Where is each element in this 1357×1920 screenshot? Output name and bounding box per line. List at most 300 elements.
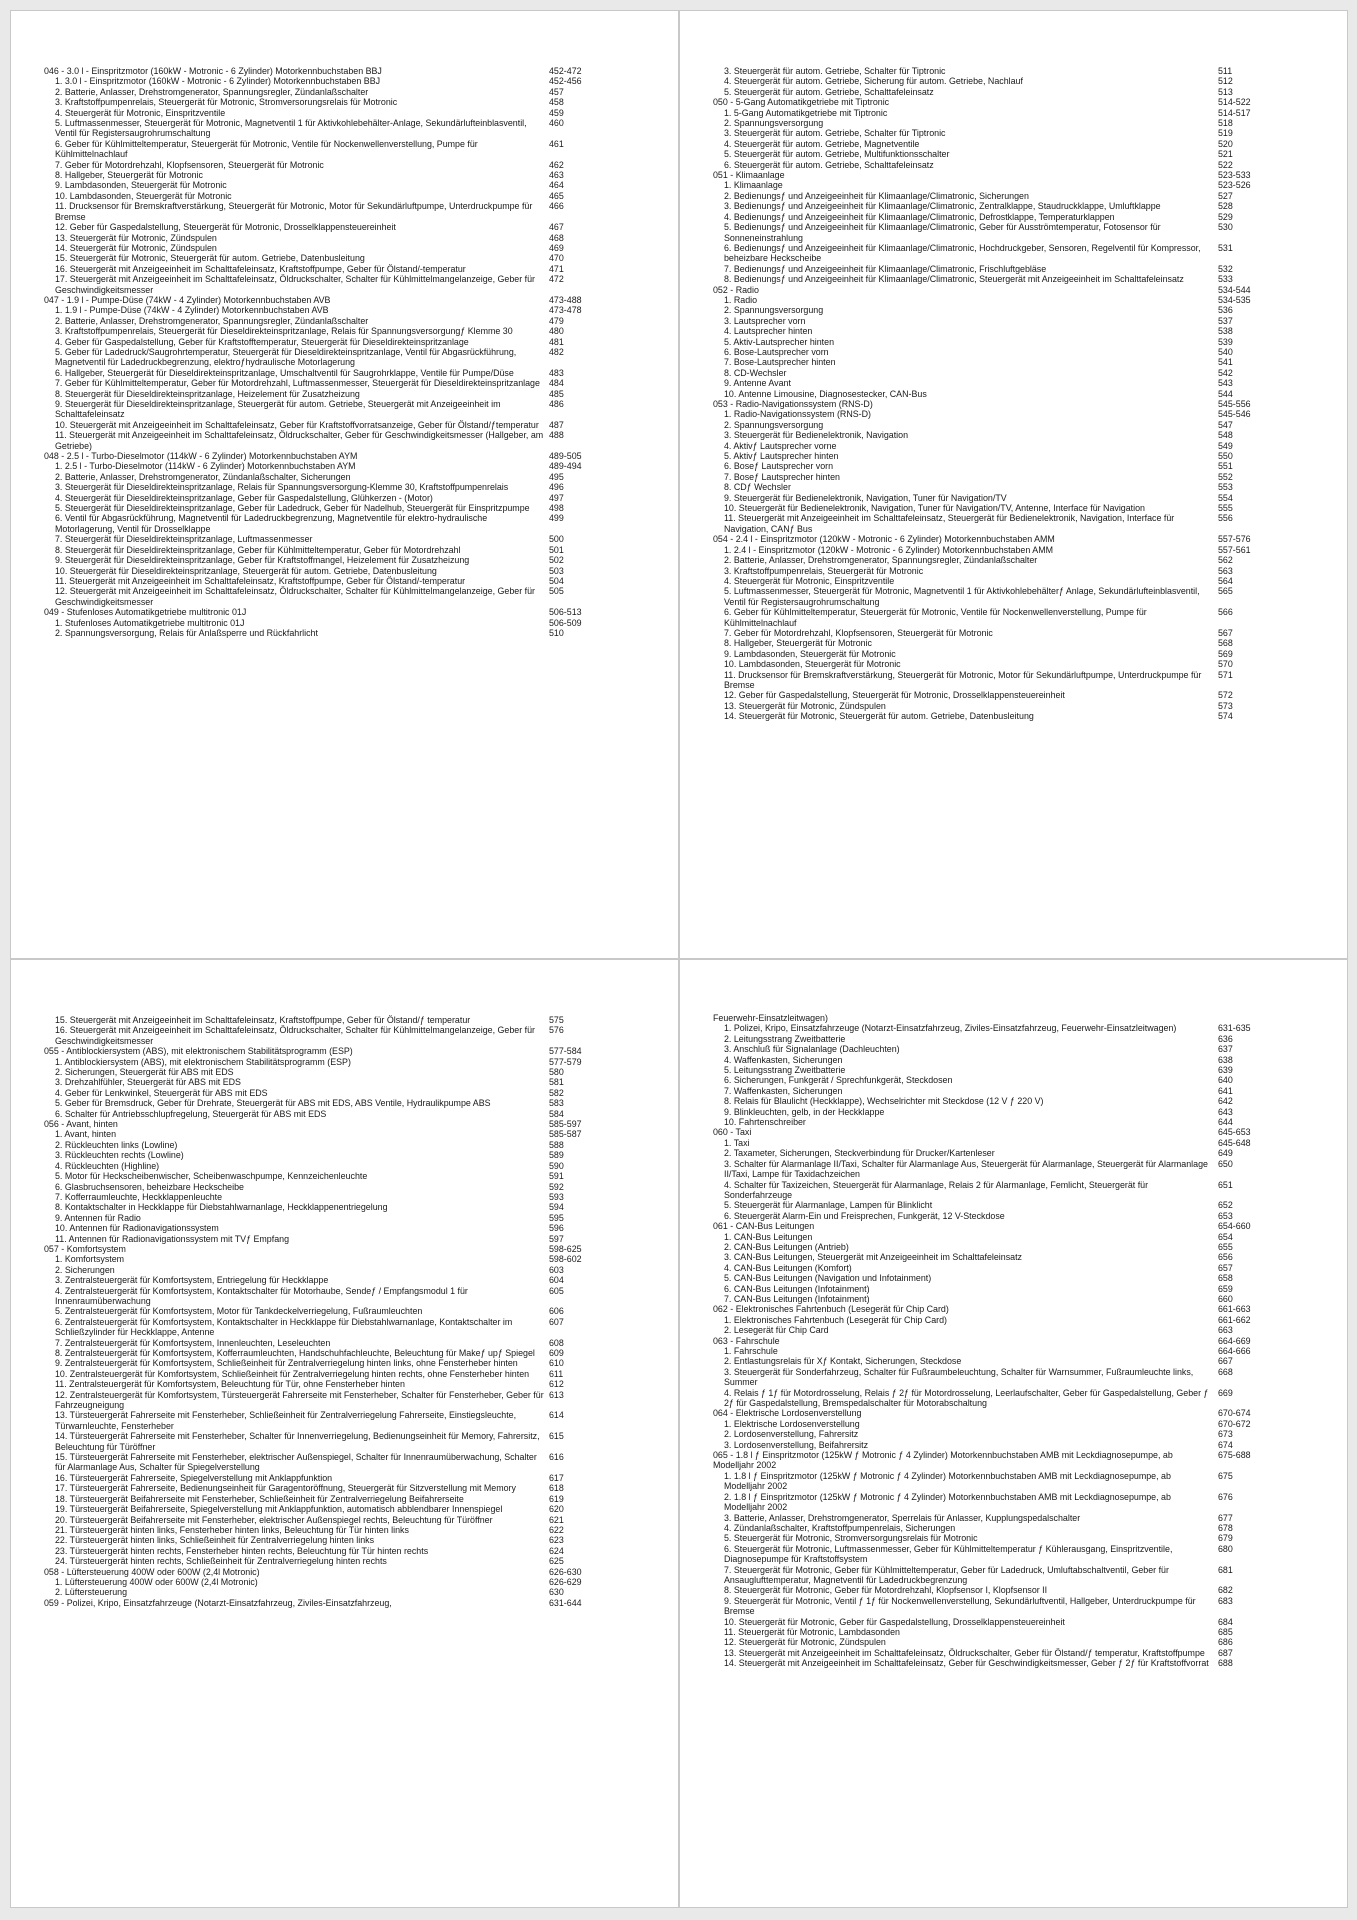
toc-page-number: 617 — [549, 1472, 564, 1483]
toc-page-number: 506-513 — [549, 607, 582, 618]
toc-page-number: 588 — [549, 1139, 564, 1150]
toc-item-row — [713, 337, 1313, 347]
toc-item-row — [44, 420, 644, 430]
toc-page-number: 564 — [1218, 575, 1233, 586]
toc-item-row — [44, 87, 644, 97]
toc-entry-title: 054 - 2.4 l - Einspritzmotor (120kW - Motronic - 6 Zylinder) Motorkennbuchstaben AMM — [713, 534, 1055, 545]
toc-entry-title: 3. Steuergerät für autom. Getriebe, Schalter für Tiptronic — [724, 128, 946, 139]
toc-entry-title: 4. Geber für Lenkwinkel, Steuergerät für ABS mit EDS — [55, 1087, 268, 1098]
toc-item-row — [713, 149, 1313, 159]
toc-page-number: 457 — [549, 86, 564, 97]
toc-item-row — [713, 128, 1313, 138]
toc-page-number: 504 — [549, 575, 564, 586]
toc-page-number: 595 — [549, 1212, 564, 1223]
toc-item-row — [44, 1171, 644, 1181]
document-page-3 — [10, 959, 679, 1908]
toc-item-row — [713, 347, 1313, 357]
toc-item-row — [713, 378, 1313, 388]
toc-item-row — [44, 97, 644, 107]
toc-entry-title: 1. Komfortsystem — [55, 1254, 125, 1265]
toc-entry-title: 12. Geber für Gaspedalstellung, Steuergerät für Motronic, Drosselklappensteuereinheit — [724, 690, 1065, 701]
toc-entry-title: 10. Steuergerät mit Anzeigeeinheit im Schalttafeleinsatz, Geber für Kraftstoffvorratsanzeige, Geber für Ölstand/ƒtemperatur — [55, 419, 539, 430]
toc-entry-title: 5. Bedienungsƒ und Anzeigeeinheit für Klimaanlage/Climatronic, Geber für Ausströmtemperatur, Fotosensor für Sonneneinstrahlung — [724, 222, 1161, 243]
toc-entry-title: 8. Kontaktschalter in Heckklappe für Diebstahlwarnanlage, Heckklappenentriegelung — [55, 1202, 388, 1213]
toc-entry-title: Feuerwehr-Einsatzleitwagen) — [713, 1013, 828, 1023]
toc-entry-title: 2. Sicherungen — [55, 1264, 115, 1275]
toc-item-row — [44, 1182, 644, 1192]
toc-page-number: 608 — [549, 1337, 564, 1348]
toc-page-number: 636 — [1218, 1033, 1233, 1044]
toc-entry-title: 4. Bedienungsƒ und Anzeigeeinheit für Klimaanlage/Climatronic, Defrostklappe, Temperaturklappen — [724, 211, 1115, 222]
toc-page-number: 545-556 — [1218, 399, 1251, 409]
toc-entry-title: 6. Steuergerät Alarm-Ein und Freisprechen, Funkgerät, 12 V-Steckdose — [724, 1210, 1005, 1221]
toc-item-row — [44, 222, 644, 232]
toc-page-number: 654 — [1218, 1231, 1233, 1242]
toc-entry-title: 21. Türsteuergerät hinten links, Fensterheber hinten links, Beleuchtung für Tür hinten links — [55, 1524, 409, 1535]
toc-entry-title: 1. Avant, hinten — [55, 1129, 117, 1140]
toc-entry-title: 14. Steuergerät mit Anzeigeeinheit im Schalttafeleinsatz, Geber für Geschwindigkeitsmesser, Geber ƒ 2ƒ für Kraftstoffvorrat — [724, 1658, 1209, 1669]
toc-page-number: 464 — [549, 180, 564, 191]
toc-entry-title: 053 - Radio-Navigationssystem (RNS-D) — [713, 399, 873, 409]
toc-entry-title: 15. Steuergerät mit Anzeigeeinheit im Schalttafeleinsatz, Kraftstoffpumpe, Geber für Ölstand/ƒ temperatur — [55, 1015, 471, 1025]
toc-item-row — [44, 191, 644, 201]
toc-item-row — [44, 534, 644, 544]
toc-page-number: 585-597 — [549, 1119, 582, 1130]
toc-item-row — [713, 1544, 1313, 1565]
toc-item-row — [44, 1161, 644, 1171]
toc-item-row — [44, 1515, 644, 1525]
toc-item-row — [44, 566, 644, 576]
toc-page-number: 488 — [549, 430, 564, 441]
toc-page-number: 597 — [549, 1233, 564, 1244]
toc-item-row — [713, 670, 1313, 691]
toc-page-number: 591 — [549, 1171, 564, 1182]
toc-page-number: 598-625 — [549, 1243, 582, 1254]
toc-page-number: 572 — [1218, 690, 1233, 701]
toc-entry-title: 10. Lambdasonden, Steuergerät für Motronic — [724, 659, 901, 670]
toc-page-number: 565 — [1218, 586, 1233, 597]
toc-page-number: 664-669 — [1218, 1335, 1251, 1346]
toc-page-number: 486 — [549, 399, 564, 409]
toc-page-number: 649 — [1218, 1148, 1233, 1159]
toc-page-number: 642 — [1218, 1096, 1233, 1107]
toc-page-number: 607 — [549, 1316, 564, 1327]
toc-item-row — [44, 1525, 644, 1535]
toc-item-row — [713, 409, 1313, 419]
toc-entry-title: 13. Steuergerät für Motronic, Zündspulen — [724, 700, 886, 711]
toc-page-number: 606 — [549, 1306, 564, 1317]
toc-page-number: 545-546 — [1218, 409, 1251, 420]
toc-item-row — [713, 690, 1313, 700]
toc-page-number: 514-517 — [1218, 107, 1251, 118]
toc-page-number: 495 — [549, 471, 564, 482]
toc-entry-title: 2. Batterie, Anlasser, Drehstromgenerator, Spannungsregler, Zündanlaßschalter — [55, 315, 369, 326]
toc-page-number: 669 — [1218, 1387, 1233, 1398]
toc-entry-title: 5. Geber für Bremsdruck, Geber für Drehrate, Steuergerät für ABS mit EDS, ABS Ventile, Hydraulikpumpe ABS — [55, 1098, 491, 1109]
toc-item-row — [44, 1483, 644, 1493]
toc-section-row — [713, 1221, 1313, 1231]
toc-entry-title: 6. Glasbruchsensoren, beheizbare Heckscheibe — [55, 1181, 244, 1192]
toc-item-row — [713, 66, 1313, 76]
toc-item-row — [44, 1369, 644, 1379]
toc-entry-title: 055 - Antiblockiersystem (ABS), mit elektronischem Stabilitätsprogramm (ESP) — [44, 1046, 353, 1057]
toc-entry-title: 1. Elektronisches Fahrtenbuch (Lesegerät für Chip Card) — [724, 1314, 947, 1325]
toc-page-number: 655 — [1218, 1241, 1233, 1252]
toc-page-number: 640 — [1218, 1075, 1233, 1086]
toc-entry-title: 23. Türsteuergerät hinten rechts, Fensterheber hinten rechts, Beleuchtung für Tür hinten rechts — [55, 1545, 429, 1556]
toc-page-number: 688 — [1218, 1658, 1233, 1669]
toc-page-number: 569 — [1218, 648, 1233, 659]
toc-entry-title: 6. Bedienungsƒ und Anzeigeeinheit für Klimaanlage/Climatronic, Hochdruckgeber, Sensoren, Regelventil für Kompressor, beheizbare Heckscheibe — [724, 242, 1201, 264]
toc-entry-title: 9. Blinkleuchten, gelb, in der Heckklappe — [724, 1106, 885, 1117]
toc-item-row — [44, 1587, 644, 1597]
toc-page-number: 497 — [549, 492, 564, 503]
toc-entry-title: 3. Schalter für Alarmanlage II/Taxi, Schalter für Alarmanlage Aus, Steuergerät für Alarmanlage, Steuergerät für Alarmanlage II/Taxi, Lampe für Taxidachzeichen — [724, 1158, 1208, 1180]
toc-entry-title: 2. Leitungsstrang Zweitbatterie — [724, 1033, 846, 1044]
toc-item-row — [44, 586, 644, 607]
toc-page-number: 566 — [1218, 607, 1233, 618]
toc-page-number: 585-587 — [549, 1129, 582, 1140]
toc-item-row — [713, 472, 1313, 482]
toc-entry-title: 5. Luftmassenmesser, Steuergerät für Motronic, Magnetventil 1 für Aktivkohlebehälter-Anlage, Sekundärlufteinblasventil, Ventil für Registersaugrohrumschaltung — [55, 118, 527, 139]
toc-item-row — [713, 461, 1313, 471]
toc-entry-title: 16. Steuergerät mit Anzeigeeinheit im Schalttafeleinsatz, Kraftstoffpumpe, Geber für Ölstand/-temperatur — [55, 263, 466, 274]
toc-item-row — [44, 1577, 644, 1587]
toc-item-row — [713, 201, 1313, 211]
toc-entry-title: 1. 1.9 l - Pumpe-Düse (74kW - 4 Zylinder) Motorkennbuchstaben AVB — [55, 305, 329, 316]
toc-item-row — [713, 503, 1313, 513]
toc-entry-title: 8. Hallgeber, Steuergerät für Motronic — [55, 170, 203, 181]
toc-section-row — [44, 1244, 644, 1254]
toc-entry-title: 2. 1.8 l ƒ Einspritzmotor (125kW ƒ Motronic ƒ 4 Zylinder) Motorkennbuchstaben AMB mit Leckdiagnosepumpe, ab Modelljahr 2002 — [724, 1491, 1171, 1513]
toc-page-number: 542 — [1218, 367, 1233, 378]
toc-entry-title: 13. Steuergerät mit Anzeigeeinheit im Schalttafeleinsatz, Öldruckschalter, Geber für Ölstand/ƒ temperatur, Kraftstoffpumpe — [724, 1647, 1205, 1658]
toc-page-number: 593 — [549, 1191, 564, 1202]
toc-entry-title: 3. Kraftstoffpumpenrelais, Steuergerät für Motronic, Stromversorungsrelais für Motronic — [55, 97, 398, 108]
toc-item-row — [44, 326, 644, 336]
toc-entry-title: 1. 1.8 l ƒ Einspritzmotor (125kW ƒ Motronic ƒ 4 Zylinder) Motorkennbuchstaben AMB mit Leckdiagnosepumpe, ab Modelljahr 2002 — [724, 1470, 1171, 1492]
toc-item-row — [713, 139, 1313, 149]
toc-item-row — [713, 1273, 1313, 1283]
toc-page-number: 568 — [1218, 638, 1233, 649]
toc-item-row — [44, 1546, 644, 1556]
toc-entry-title: 1. 3.0 l - Einspritzmotor (160kW - Motronic - 6 Zylinder) Motorkennbuchstaben BBJ — [55, 76, 381, 87]
toc-item-row — [44, 1348, 644, 1358]
toc-section-row — [713, 1013, 1313, 1023]
toc-page-number: 670-674 — [1218, 1408, 1251, 1419]
toc-entry-title: 11. Antennen für Radionavigationssystem mit TVƒ Empfang — [55, 1233, 290, 1244]
toc-item-row — [713, 368, 1313, 378]
toc-item-row — [713, 638, 1313, 648]
toc-item-row — [44, 461, 644, 471]
toc-entry-title: 12. Steuergerät mit Anzeigeeinheit im Schalttafeleinsatz, Öldruckschalter, Schalter für Kühlmittelmangelanzeige, Geber für Geschwindigkeitsmesser — [55, 586, 535, 607]
toc-page-number: 656 — [1218, 1252, 1233, 1263]
toc-page-number: 520 — [1218, 138, 1233, 149]
toc-entry-title: 7. CAN-Bus Leitungen (Infotainment) — [724, 1293, 870, 1304]
toc-item-row — [713, 1565, 1313, 1586]
toc-entry-title: 4. Rückleuchten (Highline) — [55, 1160, 160, 1171]
toc-item-row — [713, 1086, 1313, 1096]
toc-entry-title: 063 - Fahrschule — [713, 1335, 780, 1346]
toc-item-row — [713, 607, 1313, 628]
toc-page-number: 529 — [1218, 211, 1233, 222]
toc-entry-title: 4. Waffenkasten, Sicherungen — [724, 1054, 843, 1065]
toc-section-row — [713, 1408, 1313, 1418]
toc-entry-title: 3. Kraftstoffpumpenrelais, Steuergerät für Motronic — [724, 565, 924, 576]
toc-entry-title: 7. Steuergerät für Dieseldirekteinspritzanlage, Luftmassenmesser — [55, 534, 313, 545]
toc-entry-title: 1. 2.5 l - Turbo-Dieselmotor (114kW - 6 Zylinder) Motorkennbuchstaben AYM — [55, 461, 356, 472]
toc-page-number: 643 — [1218, 1106, 1233, 1117]
toc-entry-title: 12. Geber für Gaspedalstellung, Steuergerät für Motronic, Drosselklappensteuereinheit — [55, 222, 396, 233]
toc-item-row — [713, 1523, 1313, 1533]
toc-page-number: 483 — [549, 367, 564, 378]
toc-item-row — [44, 399, 644, 420]
toc-page-number: 660 — [1218, 1293, 1233, 1304]
toc-entry-title: 11. Drucksensor für Bremskraftverstärkung, Steuergerät für Motronic, Motor für Sekundärluftpumpe, Unterdruckpumpe für Bremse — [724, 669, 1202, 690]
toc-item-row — [44, 1473, 644, 1483]
toc-entry-title: 8. Steuergerät für Dieseldirekteinspritzanlage, Geber für Kühlmitteltemperatur, Geber für Motordrehzahl — [55, 544, 461, 555]
toc-entry-title: 9. Antenne Avant — [724, 378, 791, 389]
toc-entry-title: 4. Zentralsteuergerät für Komfortsystem, Kontaktschalter für Motorhaube, Sendeƒ / Empfangsmodul 1 für Innenraumüberwachung — [55, 1285, 468, 1306]
toc-item-row — [44, 1410, 644, 1431]
toc-entry-title: 2. Rückleuchten links (Lowline) — [55, 1139, 178, 1150]
toc-item-row — [44, 472, 644, 482]
toc-page-number: 687 — [1218, 1647, 1233, 1658]
toc-item-row — [44, 368, 644, 378]
toc-page-number: 610 — [549, 1358, 564, 1369]
toc-item-row — [713, 1356, 1313, 1366]
toc-item-row — [713, 1429, 1313, 1439]
toc-entry-title: 9. Steuergerät für Dieseldirekteinspritzanlage, Geber für Kraftstoffmangel, Heizelement für Zusatzheizung — [55, 555, 470, 566]
toc-page-number: 670-672 — [1218, 1418, 1251, 1429]
toc-entry-title: 5. Steuergerät für Alarmanlage, Lampen für Blinklicht — [724, 1200, 933, 1211]
toc-entry-title: 1. Lüftersteuerung 400W oder 600W (2,4l Motronic) — [55, 1576, 258, 1587]
toc-section-row — [44, 295, 644, 305]
toc-page-number: 592 — [549, 1181, 564, 1192]
toc-item-row — [713, 1388, 1313, 1409]
toc-page-number: 618 — [549, 1483, 564, 1494]
toc-item-row — [713, 628, 1313, 638]
toc-page-number: 675-688 — [1218, 1450, 1251, 1461]
toc-item-row — [713, 1263, 1313, 1273]
toc-page-number: 461 — [549, 138, 564, 149]
toc-page-number: 563 — [1218, 565, 1233, 576]
toc-page-number: 468 — [549, 232, 564, 243]
toc-entry-title: 10. Antennen für Radionavigationssystem — [55, 1223, 219, 1234]
toc-entry-title: 1. Antiblockiersystem (ABS), mit elektronischem Stabilitätsprogramm (ESP) — [55, 1056, 351, 1067]
toc-entry-title: 10. Fahrtenschreiber — [724, 1117, 806, 1128]
toc-entry-title: 2. CAN-Bus Leitungen (Antrieb) — [724, 1241, 849, 1252]
toc-item-row — [713, 212, 1313, 222]
toc-page-number: 473-478 — [549, 305, 582, 316]
toc-entry-title: 12. Zentralsteuergerät für Komfortsystem, Türsteuergerät Fahrerseite mit Fensterheber, Schalter für Fensterheber, Geber für Fahrzeugneigung — [55, 1389, 544, 1411]
toc-entry-title: 9. Zentralsteuergerät für Komfortsystem, Schließeinheit für Zentralverriegelung hinten links, ohne Fensterheber hinten — [55, 1358, 518, 1369]
toc-entry-title: 8. Bedienungsƒ und Anzeigeeinheit für Klimaanlage/Climatronic, Steuergerät mit Anzeigeeinheit im Schalttafeleinsatz — [724, 274, 1184, 285]
toc-entry-title: 2. Lesegerät für Chip Card — [724, 1325, 829, 1336]
toc-entry-title: 2. Taxameter, Sicherungen, Steckverbindung für Drucker/Kartenleser — [724, 1148, 995, 1159]
toc-entry-title: 050 - 5-Gang Automatikgetriebe mit Tiptronic — [713, 97, 890, 108]
toc-entry-title: 3. Batterie, Anlasser, Drehstromgenerator, Sperrelais für Anlasser, Kupplungspedalschalter — [724, 1512, 1081, 1523]
toc-entry-title: 7. Bose-Lautsprecher hinten — [724, 357, 836, 368]
toc-page-number: 536 — [1218, 305, 1233, 316]
toc-page-number: 548 — [1218, 430, 1233, 441]
toc-item-row — [713, 441, 1313, 451]
toc-page-number: 452-472 — [549, 66, 582, 76]
toc-item-row — [44, 160, 644, 170]
toc-item-row — [713, 1513, 1313, 1523]
toc-item-row — [713, 451, 1313, 461]
toc-entry-title: 11. Steuergerät mit Anzeigeeinheit im Schalttafeleinsatz, Steuergerät für Bedienelektronik, Navigation, Interface für Navigation, CANƒ Bus — [724, 513, 1175, 534]
toc-item-row — [713, 180, 1313, 190]
toc-page-number: 598-602 — [549, 1254, 582, 1265]
toc-page-number: 544 — [1218, 388, 1233, 399]
toc-entry-title: 6. Bose-Lautsprecher vorn — [724, 346, 829, 357]
toc-entry-title: 6. Zentralsteuergerät für Komfortsystem, Kontaktschalter in Heckklappe für Diebstahlwarnanlage, Kontaktschalter im Schließzylinder für Heckklappe, Antenne — [55, 1316, 513, 1338]
toc-page-number: 630 — [549, 1587, 564, 1598]
toc-page-number: 466 — [549, 201, 564, 212]
toc-entry-title: 5. Steuergerät für Dieseldirekteinspritzanlage, Geber für Ladedruck, Geber für Nadelhub, Steuergerät für Einspritzpumpe — [55, 503, 530, 514]
toc-entry-title: 060 - Taxi — [713, 1127, 752, 1138]
toc-item-row — [44, 139, 644, 160]
toc-entry-title: 5. Steuergerät für autom. Getriebe, Multifunktionsschalter — [724, 149, 950, 160]
toc-item-row — [44, 1306, 644, 1316]
toc-section-row — [713, 285, 1313, 295]
toc-page-number: 534-544 — [1218, 284, 1251, 295]
toc-item-row — [713, 357, 1313, 367]
toc-entry-title: 2. Spannungsversorgung, Relais für Anlaßsperre und Rückfahrlicht — [55, 627, 318, 638]
toc-page-number: 467 — [549, 222, 564, 233]
toc-item-row — [713, 1346, 1313, 1356]
toc-entry-title: 14. Steuergerät für Motronic, Zündspulen — [55, 242, 217, 253]
toc-page-number: 677 — [1218, 1512, 1233, 1523]
toc-page-number: 452-456 — [549, 76, 582, 87]
toc-item-row — [44, 430, 644, 451]
toc-page-number: 613 — [549, 1389, 564, 1400]
toc-entry-title: 3. Lautsprecher vorn — [724, 315, 806, 326]
toc-item-row — [44, 1338, 644, 1348]
toc-item-row — [44, 337, 644, 347]
toc-item-row — [713, 420, 1313, 430]
toc-item-row — [713, 1242, 1313, 1252]
toc-page-number: 480 — [549, 326, 564, 337]
toc-item-row — [713, 1627, 1313, 1637]
toc-page-number: 550 — [1218, 451, 1233, 462]
toc-page-number: 682 — [1218, 1585, 1233, 1596]
toc-page-number: 673 — [1218, 1429, 1233, 1440]
toc-entry-title: 5. Steuergerät für Motronic, Stromversorgungsrelais für Motronic — [724, 1533, 978, 1544]
toc-entry-title: 3. Zentralsteuergerät für Komfortsystem, Entriegelung für Heckklappe — [55, 1275, 329, 1286]
toc-entry-title: 051 - Klimaanlage — [713, 170, 785, 181]
toc-item-row — [44, 1390, 644, 1411]
toc-entry-title: 14. Steuergerät für Motronic, Steuergerät für autom. Getriebe, Datenbusleitung — [724, 711, 1034, 722]
toc-entry-title: 3. Rückleuchten rechts (Lowline) — [55, 1150, 184, 1161]
toc-item-row — [44, 1358, 644, 1368]
toc-page-number: 531 — [1218, 242, 1233, 253]
toc-item-row — [713, 555, 1313, 565]
toc-entry-title: 057 - Komfortsystem — [44, 1243, 126, 1254]
toc-page-number: 641 — [1218, 1085, 1233, 1096]
toc-page-number: 557-561 — [1218, 544, 1251, 555]
toc-page-number: 510 — [549, 627, 564, 638]
toc-item-row — [713, 389, 1313, 399]
toc-entry-title: 6. Geber für Kühlmitteltemperatur, Steuergerät für Motronic, Ventile für Nockenwellenverstellung, Pumpe für Kühlmittelnachlauf — [724, 607, 1147, 628]
toc-item-row — [44, 316, 644, 326]
toc-item-row — [44, 1213, 644, 1223]
toc-page-number: 657 — [1218, 1262, 1233, 1273]
toc-entry-title: 19. Türsteuergerät Beifahrerseite, Spiegelverstellung mit Anklappfunktion, automatisch abblendbarer Innenspiegel — [55, 1504, 503, 1515]
toc-entry-title: 2. Sicherungen, Steuergerät für ABS mit EDS — [55, 1067, 234, 1078]
toc-page-number: 549 — [1218, 440, 1233, 451]
toc-entry-title: 6. Steuergerät für autom. Getriebe, Schalttafeleinsatz — [724, 159, 934, 170]
toc-entry-title: 1. Fahrschule — [724, 1346, 778, 1356]
toc-item-row — [713, 1159, 1313, 1180]
toc-item-row — [713, 430, 1313, 440]
toc-item-row — [44, 347, 644, 368]
toc-page-number: 619 — [549, 1493, 564, 1504]
toc-entry-title: 058 - Lüftersteuerung 400W oder 600W (2,4l Motronic) — [44, 1566, 260, 1577]
toc-entry-title: 6. Geber für Kühlmitteltemperatur, Steuergerät für Motronic, Ventile für Nockenwellenverstellung, Pumpe für Kühlmittelnachlauf — [55, 138, 478, 160]
toc-page-number: 631-644 — [549, 1597, 582, 1608]
toc-entry-title: 10. Zentralsteuergerät für Komfortsystem, Schließeinheit für Zentralverriegelung hinten rechts, ohne Fensterheber hinten — [55, 1368, 530, 1379]
toc-entry-title: 11. Steuergerät mit Anzeigeeinheit im Schalttafeleinsatz, Kraftstoffpumpe, Geber für Ölstand/-temperatur — [55, 575, 466, 586]
toc-page-number: 485 — [549, 388, 564, 399]
toc-page-number: 499 — [549, 513, 564, 524]
toc-section-row — [713, 97, 1313, 107]
toc-page-number: 596 — [549, 1223, 564, 1234]
toc-entry-title: 059 - Polizei, Kripo, Einsatzfahrzeuge (Notarzt-Einsatzfahrzeug, Ziviles-Einsatzfahrzeug, — [44, 1597, 392, 1608]
toc-item-row — [713, 1294, 1313, 1304]
toc-item-row — [44, 1098, 644, 1108]
toc-page-number: 523-533 — [1218, 170, 1251, 181]
toc-entry-title: 4. Zündanlaßschalter, Kraftstoffpumpenrelais, Sicherungen — [724, 1522, 956, 1533]
toc-item-row — [713, 160, 1313, 170]
toc-page-number: 489-494 — [549, 461, 582, 472]
toc-entry-title: 1. 2.4 l - Einspritzmotor (120kW - Motronic - 6 Zylinder) Motorkennbuchstaben AMM — [724, 544, 1053, 555]
toc-entry-title: 2. Lordosenverstellung, Fahrersitz — [724, 1429, 859, 1440]
toc-page-number: 518 — [1218, 118, 1233, 129]
toc-item-row — [713, 1471, 1313, 1492]
toc-entry-title: 065 - 1.8 l ƒ Einspritzmotor (125kW ƒ Motronic ƒ 4 Zylinder) Motorkennbuchstaben AMB mit Leckdiagnosepumpe, ab Modelljahr 2002 — [713, 1450, 1173, 1471]
toc-item-row — [44, 1129, 644, 1139]
toc-item-row — [44, 305, 644, 315]
toc-page-number: 654-660 — [1218, 1221, 1251, 1232]
toc-entry-title: 9. Lambdasonden, Steuergerät für Motronic — [724, 648, 896, 659]
toc-page-number: 481 — [549, 336, 564, 347]
toc-item-row — [713, 1284, 1313, 1294]
toc-entry-title: 6. Boseƒ Lautsprecher vorn — [724, 461, 834, 472]
toc-item-row — [44, 1150, 644, 1160]
toc-entry-title: 11. Steuergerät mit Anzeigeeinheit im Schalttafeleinsatz, Öldruckschalter, Geber für Geschwindigkeitsmesser (Hallgeber, am Getriebe) — [55, 430, 544, 451]
toc-page-number: 523-526 — [1218, 180, 1251, 191]
toc-entry-title: 8. Relais für Blaulicht (Heckklappe), Wechselrichter mit Steckdose (12 V ƒ 220 V) — [724, 1096, 1044, 1107]
toc-entry-title: 1. Polizei, Kripo, Einsatzfahrzeuge (Notarzt-Einsatzfahrzeug, Ziviles-Einsatzfahrzeug, Feuerwehr-Einsatzleitwagen) — [724, 1023, 1177, 1034]
toc-page-number: 465 — [549, 190, 564, 201]
toc-section-row — [713, 1450, 1313, 1471]
toc-item-row — [713, 1023, 1313, 1033]
toc-entry-title: 1. Klimaanlage — [724, 180, 783, 191]
toc-entry-title: 14. Türsteuergerät Fahrerseite mit Fensterheber, Schalter für Innenverriegelung, Bedienungseinheit für Memory, Fahrersitz, Beleuchtung für Türöffner — [55, 1431, 540, 1452]
toc-entry-title: 3. Steuergerät für Bedienelektronik, Navigation — [724, 430, 909, 441]
toc-item-row — [713, 1180, 1313, 1201]
toc-item-row — [44, 274, 644, 295]
toc-page-number: 472 — [549, 274, 564, 285]
toc-entry-title: 3. Steuergerät für Sonderfahrzeug, Schalter für Fußraumbeleuchtung, Schalter für Warnsummer, Fußraumleuchte links, Summer — [724, 1366, 1194, 1388]
toc-page-number: 685 — [1218, 1626, 1233, 1637]
toc-page-number: 622 — [549, 1524, 564, 1535]
toc-page-number: 575 — [549, 1015, 564, 1025]
toc-item-row — [44, 1317, 644, 1338]
toc-entry-title: 11. Zentralsteuergerät für Komfortsystem, Beleuchtung für Tür, ohne Fensterheber hinten — [55, 1379, 405, 1390]
